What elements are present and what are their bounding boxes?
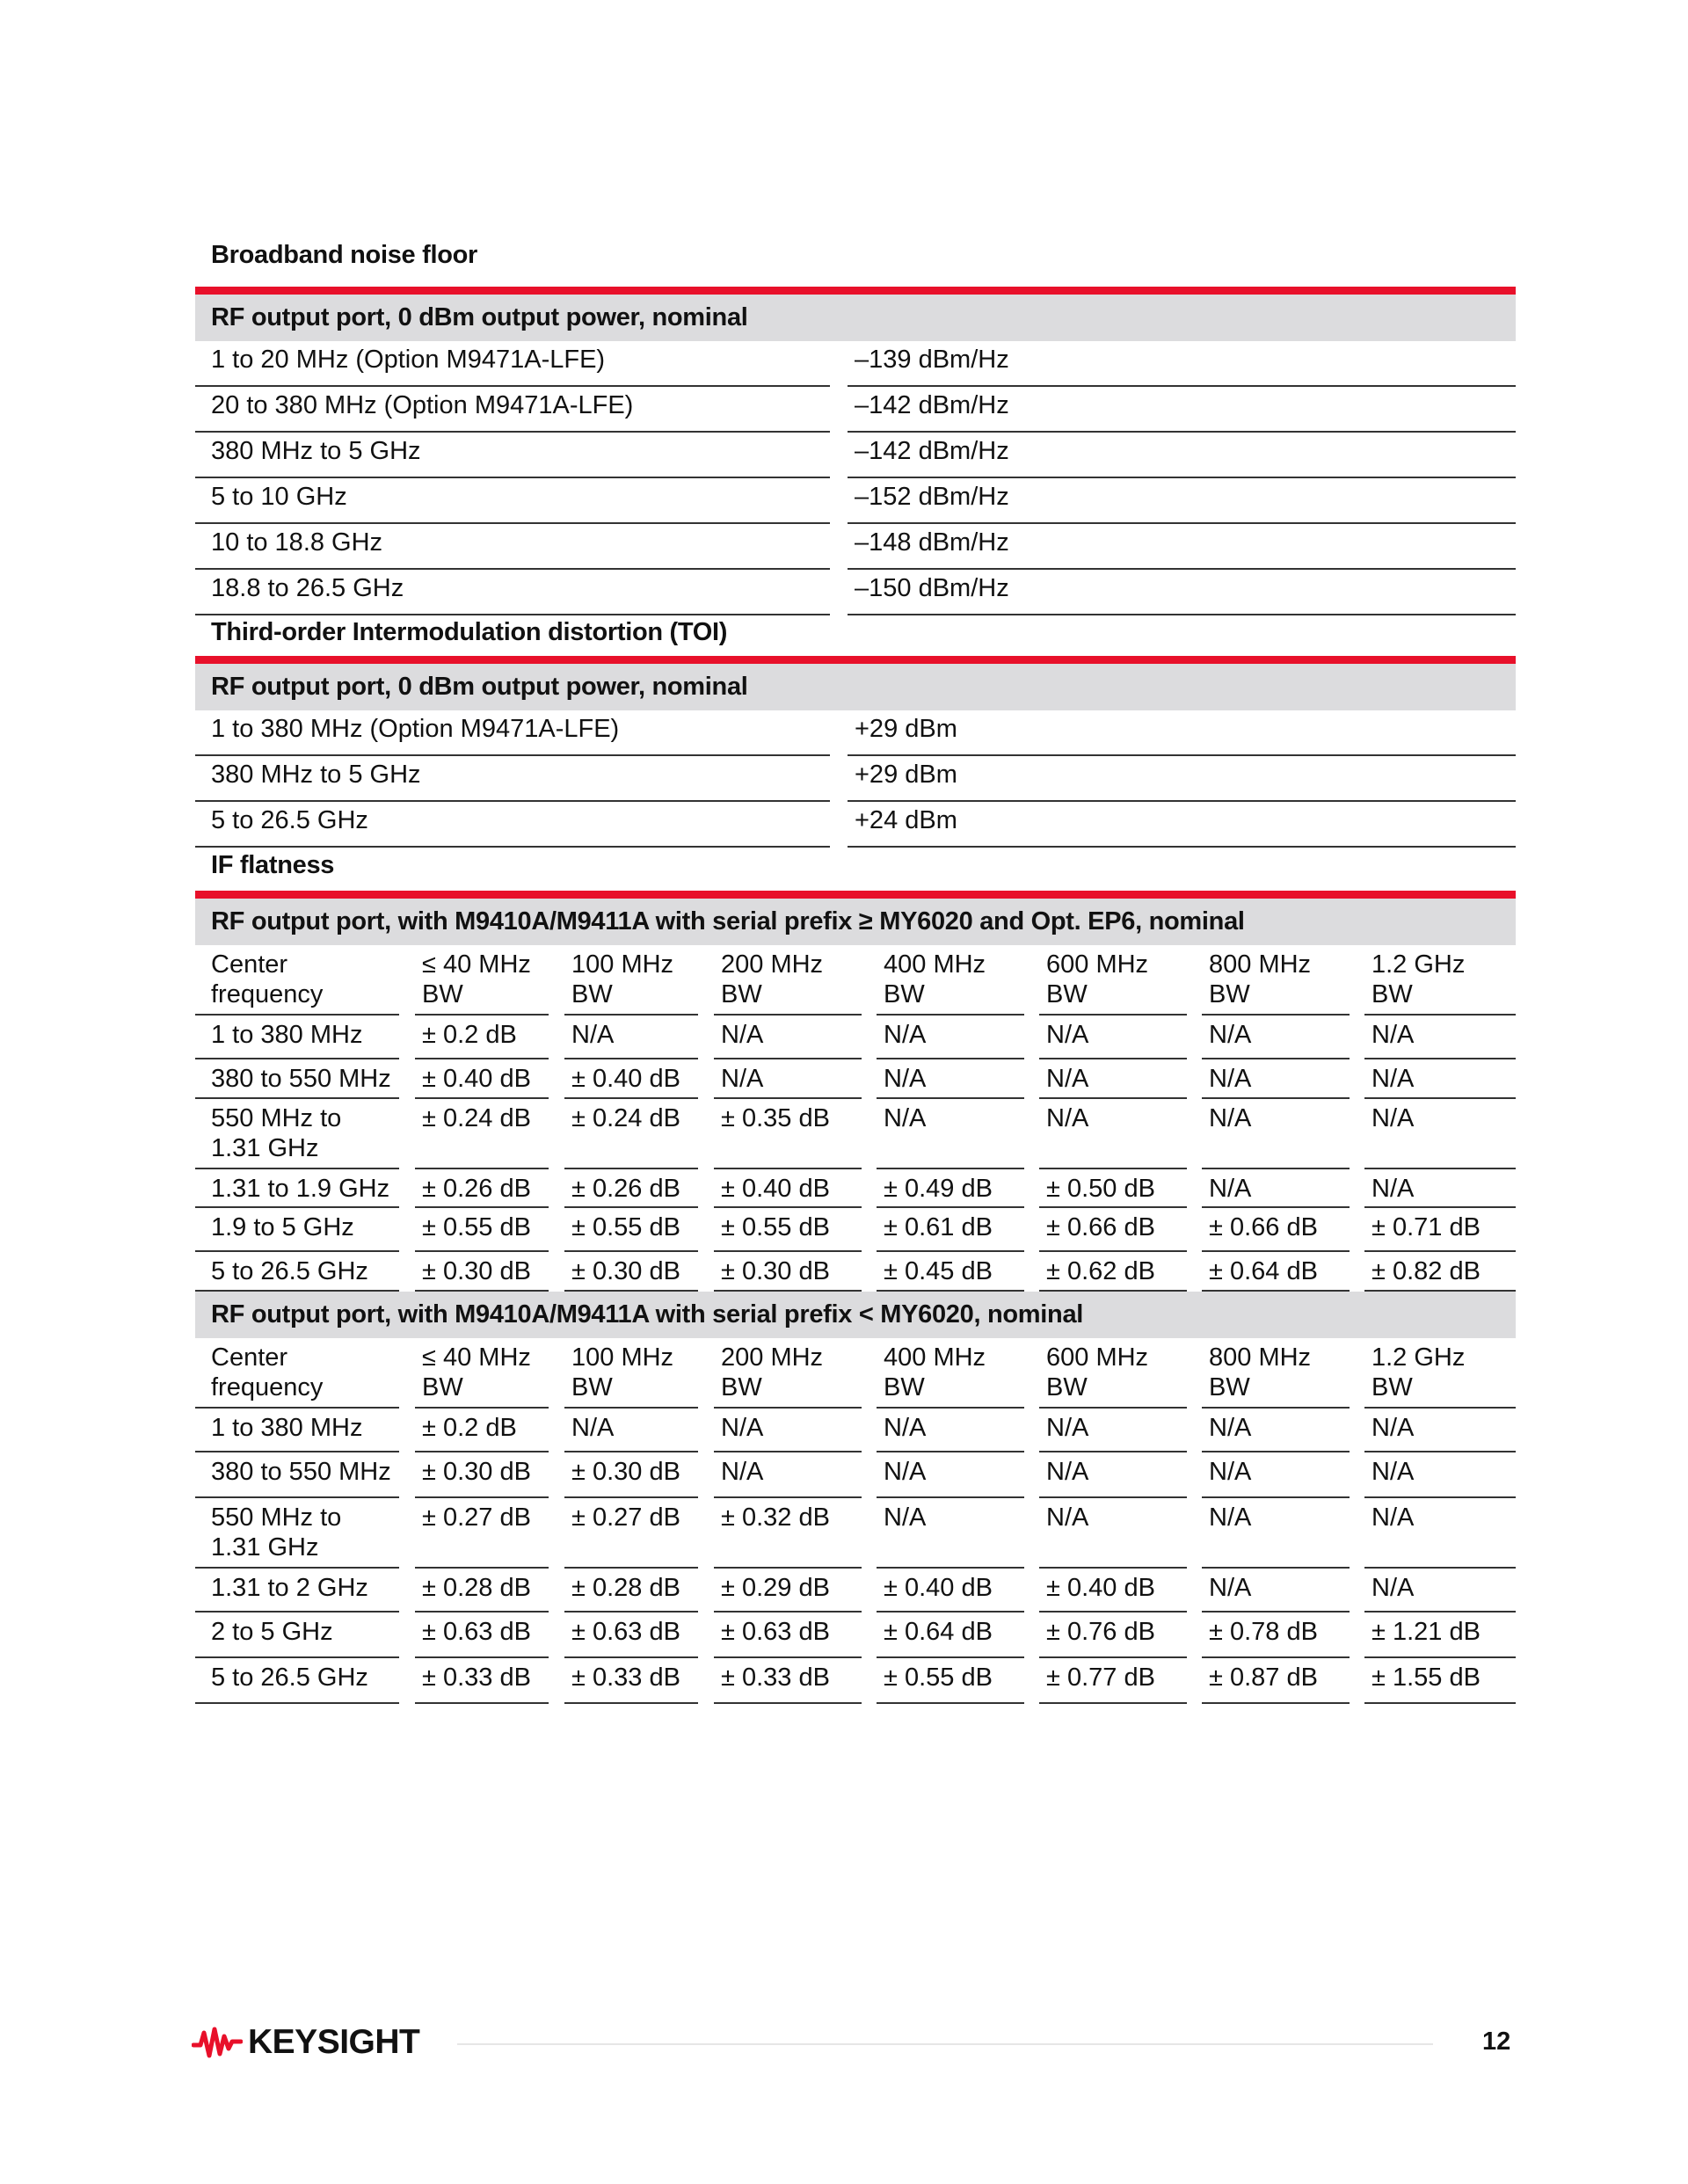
toi-accent-bar	[195, 656, 1516, 664]
row-value: ± 0.45 dB	[877, 1252, 1024, 1292]
table-row	[195, 710, 1516, 756]
row-value: ± 0.64 dB	[1202, 1252, 1350, 1292]
noise-floor-accent-bar	[195, 287, 1516, 295]
table-row	[195, 1409, 1516, 1452]
row-value: ± 0.24 dB	[415, 1099, 549, 1169]
table-row	[195, 341, 1516, 387]
row-label: 5 to 26.5 GHz	[195, 1658, 399, 1704]
column-header: 1.2 GHz BW	[1364, 1338, 1516, 1409]
page-number: 12	[1482, 2027, 1511, 2056]
row-value: N/A	[1039, 1099, 1187, 1169]
row-value: ± 0.50 dB	[1039, 1169, 1187, 1208]
row-value: ± 0.33 dB	[415, 1658, 549, 1704]
row-value: –148 dBm/Hz	[848, 524, 1516, 570]
table-row	[195, 1169, 1516, 1208]
row-value: N/A	[564, 1409, 698, 1452]
row-value: ± 0.66 dB	[1202, 1208, 1350, 1252]
table-row	[195, 1452, 1516, 1498]
row-value: N/A	[714, 1452, 862, 1498]
row-value: ± 0.63 dB	[415, 1613, 549, 1658]
row-label: 1.9 to 5 GHz	[195, 1208, 399, 1252]
row-value: ± 0.63 dB	[714, 1613, 862, 1658]
row-value: ± 0.33 dB	[714, 1658, 862, 1704]
row-label: 380 MHz to 5 GHz	[195, 756, 830, 802]
row-value: N/A	[1202, 1569, 1350, 1613]
column-header: 400 MHz BW	[877, 945, 1024, 1016]
row-label: 1 to 380 MHz	[195, 1409, 399, 1452]
flatness-table2-column-headers	[195, 1338, 1516, 1409]
row-value: ± 0.55 dB	[714, 1208, 862, 1252]
toi-title: Third-order Intermodulation distortion (TOI)	[211, 618, 728, 646]
row-value: ± 0.30 dB	[415, 1252, 549, 1292]
row-value: N/A	[1364, 1099, 1516, 1169]
table-row	[195, 478, 1516, 524]
row-label: 1 to 380 MHz (Option M9471A-LFE)	[195, 710, 830, 756]
row-label: 380 to 550 MHz	[195, 1452, 399, 1498]
row-value: N/A	[1039, 1452, 1187, 1498]
table-row	[195, 387, 1516, 433]
flatness-table1-column-headers	[195, 945, 1516, 1016]
column-header: 800 MHz BW	[1202, 945, 1350, 1016]
row-value: ± 0.49 dB	[877, 1169, 1024, 1208]
row-value: ± 0.26 dB	[415, 1169, 549, 1208]
row-value: –152 dBm/Hz	[848, 478, 1516, 524]
flatness-table2-header: RF output port, with M9410A/M9411A with serial prefix < MY6020, nominal	[195, 1292, 1516, 1338]
row-value: N/A	[1364, 1169, 1516, 1208]
row-label: 5 to 10 GHz	[195, 478, 830, 524]
row-value: N/A	[1202, 1409, 1350, 1452]
row-value: –142 dBm/Hz	[848, 433, 1516, 478]
row-label: 20 to 380 MHz (Option M9471A-LFE)	[195, 387, 830, 433]
row-value: ± 0.40 dB	[877, 1569, 1024, 1613]
row-value: ± 0.28 dB	[564, 1569, 698, 1613]
row-value: ± 0.71 dB	[1364, 1208, 1516, 1252]
row-value: N/A	[1364, 1059, 1516, 1099]
row-value: N/A	[1364, 1452, 1516, 1498]
row-value: N/A	[1202, 1169, 1350, 1208]
flatness-table1-header: RF output port, with M9410A/M9411A with serial prefix ≥ MY6020 and Opt. EP6, nominal	[195, 899, 1516, 945]
table-row	[195, 1252, 1516, 1292]
row-value: ± 0.30 dB	[564, 1252, 698, 1292]
row-value: N/A	[1202, 1099, 1350, 1169]
row-value: ± 0.2 dB	[415, 1016, 549, 1059]
row-value: N/A	[1364, 1409, 1516, 1452]
row-value: N/A	[1039, 1016, 1187, 1059]
row-value: ± 0.33 dB	[564, 1658, 698, 1704]
column-header: Center frequency	[195, 945, 399, 1016]
row-label: 1 to 20 MHz (Option M9471A-LFE)	[195, 341, 830, 387]
column-header: 400 MHz BW	[877, 1338, 1024, 1409]
keysight-wave-icon	[192, 2026, 243, 2059]
row-label: 380 MHz to 5 GHz	[195, 433, 830, 478]
row-value: N/A	[877, 1498, 1024, 1569]
row-label: 1.31 to 2 GHz	[195, 1569, 399, 1613]
table-row	[195, 1569, 1516, 1613]
row-value: ± 0.61 dB	[877, 1208, 1024, 1252]
row-value: +24 dBm	[848, 802, 1516, 848]
row-value: ± 0.55 dB	[877, 1658, 1024, 1704]
table-row	[195, 1059, 1516, 1099]
row-value: N/A	[1202, 1059, 1350, 1099]
row-label: 550 MHz to 1.31 GHz	[195, 1498, 399, 1569]
row-value: ± 0.76 dB	[1039, 1613, 1187, 1658]
row-value: ± 0.55 dB	[564, 1208, 698, 1252]
row-label: 550 MHz to 1.31 GHz	[195, 1099, 399, 1169]
row-label: 18.8 to 26.5 GHz	[195, 570, 830, 615]
column-header: 100 MHz BW	[564, 1338, 698, 1409]
row-value: ± 0.29 dB	[714, 1569, 862, 1613]
toi-table-header: RF output port, 0 dBm output power, nominal	[195, 664, 1516, 710]
table-row	[195, 1613, 1516, 1658]
row-value: ± 0.78 dB	[1202, 1613, 1350, 1658]
row-value: ± 0.40 dB	[564, 1059, 698, 1099]
noise-floor-title: Broadband noise floor	[211, 241, 478, 269]
row-label: 5 to 26.5 GHz	[195, 1252, 399, 1292]
table-row	[195, 433, 1516, 478]
row-value: N/A	[714, 1059, 862, 1099]
row-value: ± 0.28 dB	[415, 1569, 549, 1613]
row-value: ± 0.63 dB	[564, 1613, 698, 1658]
row-value: +29 dBm	[848, 710, 1516, 756]
row-value: ± 0.82 dB	[1364, 1252, 1516, 1292]
row-value: +29 dBm	[848, 756, 1516, 802]
row-value: ± 1.21 dB	[1364, 1613, 1516, 1658]
row-value: ± 0.40 dB	[415, 1059, 549, 1099]
row-value: ± 0.66 dB	[1039, 1208, 1187, 1252]
table-row	[195, 802, 1516, 848]
row-value: ± 0.27 dB	[564, 1498, 698, 1569]
column-header: 600 MHz BW	[1039, 1338, 1187, 1409]
table-row	[195, 1016, 1516, 1059]
table-row	[195, 524, 1516, 570]
column-header: 600 MHz BW	[1039, 945, 1187, 1016]
row-value: ± 0.2 dB	[415, 1409, 549, 1452]
row-value: ± 0.27 dB	[415, 1498, 549, 1569]
row-value: N/A	[714, 1409, 862, 1452]
row-label: 10 to 18.8 GHz	[195, 524, 830, 570]
column-header: ≤ 40 MHz BW	[415, 945, 549, 1016]
logo-text: KEYSIGHT	[248, 2023, 420, 2061]
row-label: 1.31 to 1.9 GHz	[195, 1169, 399, 1208]
table-row	[195, 1658, 1516, 1704]
row-value: N/A	[877, 1099, 1024, 1169]
table-row	[195, 1099, 1516, 1169]
row-value: ± 0.30 dB	[714, 1252, 862, 1292]
if-flatness-title: IF flatness	[211, 851, 335, 879]
column-header: 200 MHz BW	[714, 1338, 862, 1409]
column-header: 100 MHz BW	[564, 945, 698, 1016]
row-label: 380 to 550 MHz	[195, 1059, 399, 1099]
column-header: ≤ 40 MHz BW	[415, 1338, 549, 1409]
row-value: ± 0.24 dB	[564, 1099, 698, 1169]
row-value: ± 0.30 dB	[564, 1452, 698, 1498]
row-value: N/A	[1039, 1409, 1187, 1452]
table-row	[195, 756, 1516, 802]
row-value: ± 0.77 dB	[1039, 1658, 1187, 1704]
row-value: ± 0.26 dB	[564, 1169, 698, 1208]
table-row	[195, 1498, 1516, 1569]
row-value: ± 0.40 dB	[714, 1169, 862, 1208]
row-label: 5 to 26.5 GHz	[195, 802, 830, 848]
row-value: N/A	[1202, 1016, 1350, 1059]
row-value: N/A	[1364, 1569, 1516, 1613]
row-value: N/A	[1039, 1059, 1187, 1099]
row-value: ± 0.62 dB	[1039, 1252, 1187, 1292]
row-value: N/A	[714, 1016, 862, 1059]
column-header: Center frequency	[195, 1338, 399, 1409]
row-label: 2 to 5 GHz	[195, 1613, 399, 1658]
row-value: ± 0.35 dB	[714, 1099, 862, 1169]
row-value: N/A	[1202, 1452, 1350, 1498]
row-value: ± 0.40 dB	[1039, 1569, 1187, 1613]
row-value: ± 0.64 dB	[877, 1613, 1024, 1658]
row-value: ± 0.30 dB	[415, 1452, 549, 1498]
table-row	[195, 570, 1516, 615]
row-value: N/A	[1364, 1016, 1516, 1059]
row-value: –150 dBm/Hz	[848, 570, 1516, 615]
row-value: N/A	[877, 1409, 1024, 1452]
row-value: N/A	[1039, 1498, 1187, 1569]
noise-floor-table-header: RF output port, 0 dBm output power, nominal	[195, 295, 1516, 341]
row-value: N/A	[877, 1452, 1024, 1498]
column-header: 1.2 GHz BW	[1364, 945, 1516, 1016]
if-flatness-accent-bar	[195, 891, 1516, 899]
row-value: N/A	[877, 1059, 1024, 1099]
table-row	[195, 1208, 1516, 1252]
row-value: –142 dBm/Hz	[848, 387, 1516, 433]
footer-divider	[457, 2043, 1433, 2045]
column-header: 200 MHz BW	[714, 945, 862, 1016]
row-value: N/A	[877, 1016, 1024, 1059]
row-value: N/A	[564, 1016, 698, 1059]
row-value: ± 0.32 dB	[714, 1498, 862, 1569]
row-value: –139 dBm/Hz	[848, 341, 1516, 387]
column-header: 800 MHz BW	[1202, 1338, 1350, 1409]
row-value: ± 0.55 dB	[415, 1208, 549, 1252]
row-value: ± 0.87 dB	[1202, 1658, 1350, 1704]
row-value: N/A	[1202, 1498, 1350, 1569]
row-value: N/A	[1364, 1498, 1516, 1569]
row-value: ± 1.55 dB	[1364, 1658, 1516, 1704]
row-label: 1 to 380 MHz	[195, 1016, 399, 1059]
